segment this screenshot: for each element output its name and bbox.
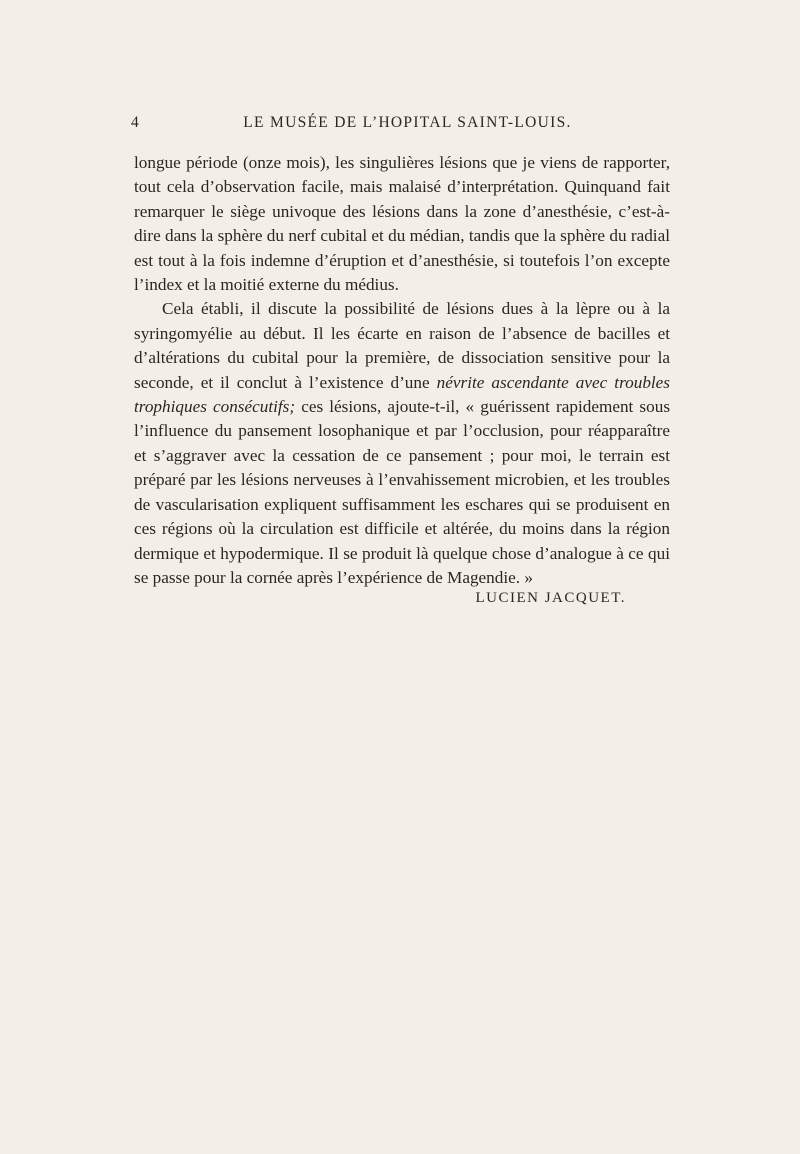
running-title: LE MUSÉE DE L’HOPITAL SAINT-LOUIS.: [243, 114, 572, 131]
paragraph-2-italic-phrase: névrite ascendante avec troubles trophiques consécutifs;: [134, 372, 671, 417]
paragraph-2-text-start: Cela établi, il discute la possibilité de lésions dues à la lèpre ou à la syringomyélie au début. Il les écarte en raison de l’absence de bacilles et d’altérations du cubital pour la première, de dissociation sensitive pour la seconde, et il conclut à l’existence d’une: [134, 299, 670, 392]
paragraph-2-text-end: ces lésions, ajoute-t-il, « guérissent rapidement sous l’influence du pansement losophanique et par l’occlusion, pour réapparaître et s’aggraver avec la cessation de ce pansement ; pour moi, le terrain est préparé par les lésions nerveuses à l’envahissement microbien, et les troubles de vascularisation expliquent suffisamment les eschares qui se produisent en ces régions où la circulation est difficile et altérée, du moins dans la région dermique et hypodermique. Il se produit là quelque chose d’analogue à ce qui se passe pour la cornée après l’expérience de Magendie. »: [134, 397, 671, 587]
paragraph-2: [134, 297, 670, 590]
author-signature: LUCIEN JACQUET.: [475, 590, 626, 606]
body-text: [134, 151, 670, 590]
paragraph-1: longue période (onze mois), les singulières lésions que je viens de rapporter, tout cela d’observation facile, mais malaisé d’interprétation. Quinquand fait remarquer le siège univoque des lésions dans la zone d’anesthésie, c’est-à-dire dans la sphère du nerf cubital et du médian, tandis que la sphère du radial est tout à la fois indemne d’éruption et d’anesthésie, si toutefois l’on excepte l’index et la moitié externe du médius.: [134, 153, 670, 295]
page-number: 4: [131, 114, 141, 131]
running-head: [131, 114, 672, 138]
